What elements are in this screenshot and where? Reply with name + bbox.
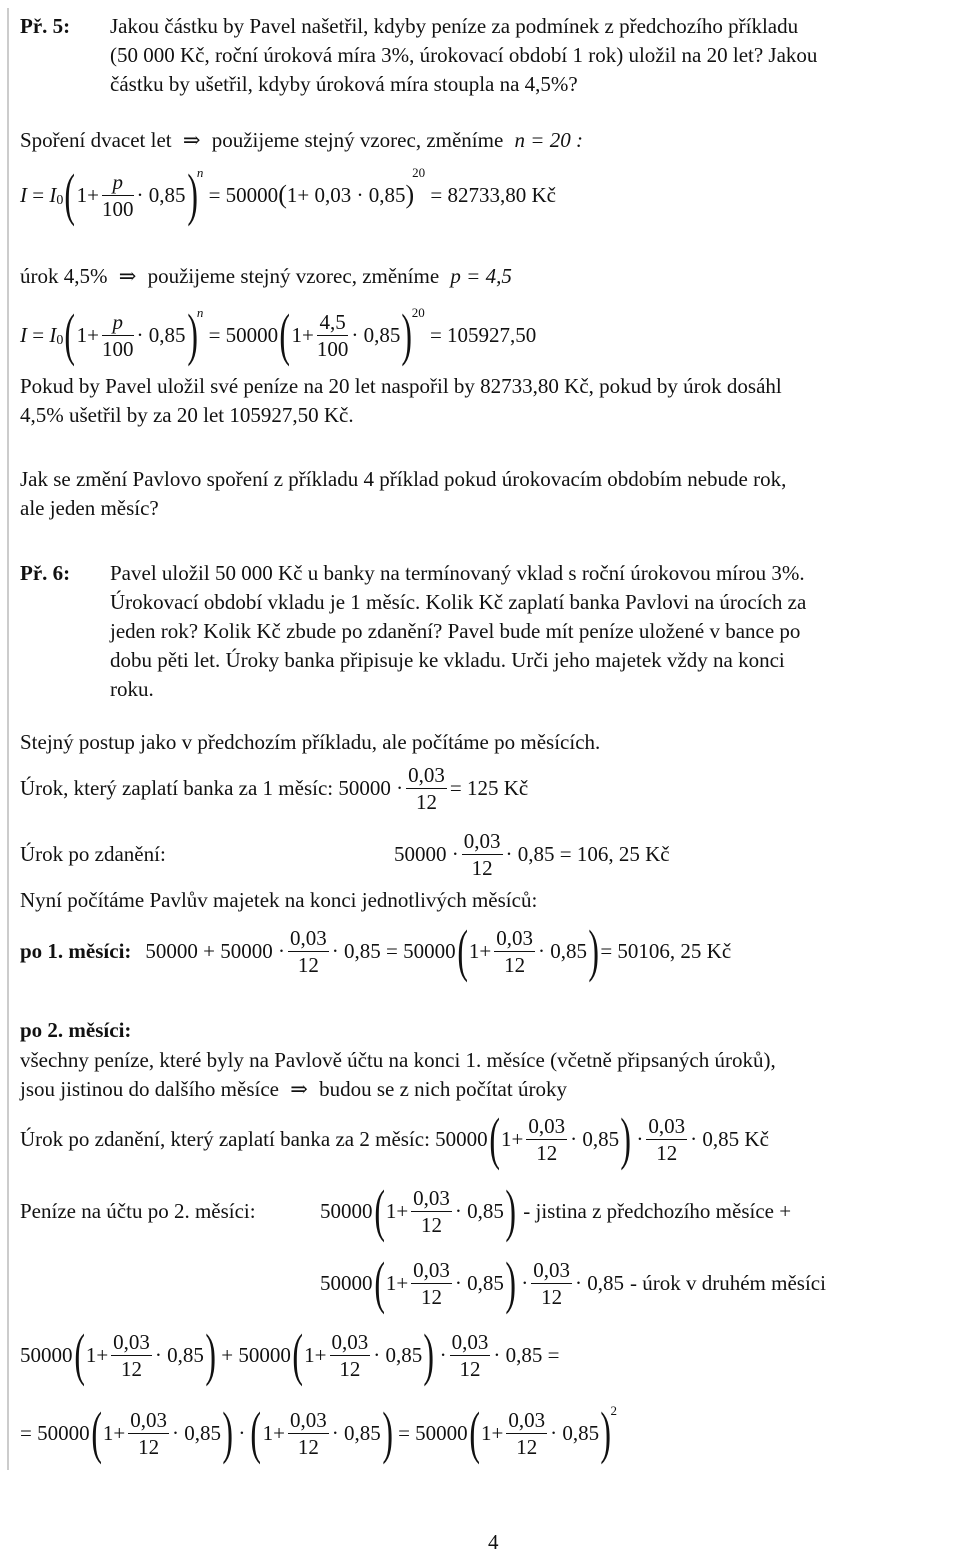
same-method-line: Stejný postup jako v předchozím příkladu, ale počítáme po měsících.: [20, 730, 601, 754]
account-month-2: Peníze na účtu po 2. měsíci: 50000 ( 1+ $\frac{0,03}{12}$ · 0,85 ) - jistina z předchozího měsíce +: [20, 1178, 792, 1243]
month-1-line: po 1. měsíci: 50000 + 50000 · $\frac{0,03}{12}$ · 0,85 = 50000 ( 1+ $\frac{0,03}{12}$ · 0,85 ) = 50106, 25 Kč: [20, 918, 732, 983]
question: Jak se změní Pavlovo spoření z příkladu 4 příklad pokud úrokovacím obdobím nebude rok, ale jeden měsíc?: [20, 467, 787, 520]
variable-n: n = 20 :: [514, 128, 583, 152]
interest-month-2-line: 50000 ( 1+ $\frac{0,03}{12}$ · 0,85 ) · $\frac{0,03}{12}$ · 0,85 - úrok v druhém měsíci: [320, 1250, 826, 1315]
task-line: částku by ušetřil, kdyby úroková míra stoupla na 4,5%?: [110, 72, 578, 96]
example-6-label: Př. 6:: [20, 561, 71, 585]
example-5-task: [110, 12, 817, 99]
twenty-years-line: Spoření dvacet let ⇒ použijeme stejný vzorec, změníme n = 20 :: [20, 128, 583, 152]
margin-bar: [7, 8, 9, 1470]
sum-line: 50000 ( 1+ $\frac{0,03}{12}$ · 0,85 ) + 50000 ( 1+ $\frac{0,03}{12}$ · 0,85 ) · $\frac{0,03}{12}$ · 0,85 =: [20, 1322, 560, 1387]
left-paren: (: [64, 162, 76, 227]
implies-arrow-icon: ⇒: [118, 264, 137, 288]
implies-arrow-icon: ⇒: [290, 1077, 308, 1101]
example-6-task: Pavel uložil 50 000 Kč u banky na termínovaný vklad s roční úrokovou mírou 3%. Úrokovací období vkladu je 1 měsíc. Kolik Kč zaplatí banka Pavlovi na úrocích za jeden rok? Kolik Kč zbude po zdanění? Pavel bude mít peníze uložené v bance po dobu pěti let. Úroky banka připisuje ke vkladu. Urči jeho majetek vždy na konci roku.: [110, 561, 807, 701]
taxed-interest-line: Úrok po zdanění: 50000 · $\frac{0,03}{12}$ · 0,85 = 106, 25 Kč: [20, 828, 670, 880]
conclusion: Pokud by Pavel uložil své peníze na 20 let naspořil by 82733,80 Kč, pokud by úrok dosáhl 4,5% ušetřil by za 20 let 105927,50 Kč.: [20, 374, 782, 427]
variable-p: p = 4,5: [450, 264, 512, 288]
month-2-label: po 2. měsíci:: [20, 1018, 132, 1042]
fraction-p-100: $\frac{p}{100}$: [102, 169, 134, 221]
task-line: Jakou částku by Pavel našetřil, kdyby peníze za podmínek z předchozího příkladu: [110, 14, 799, 38]
month-2-text: všechny peníze, které byly na Pavlově účtu na konci 1. měsíce (včetně připsaných úroků), jsou jistinou do dalšího měsíce ⇒ budou se z nich počítat úroky: [20, 1048, 776, 1101]
page-number: 4: [488, 1530, 499, 1554]
taxed-interest-month-2: Úrok po zdanění, který zaplatí banka za 2 měsíc: 50000 ( 1+ $\frac{0,03}{12}$ · 0,85 ) · $\frac{0,03}{12}$ · 0,85 Kč: [20, 1106, 769, 1171]
example-5-label: Př. 5:: [20, 14, 71, 38]
formula-2: I = I 0 ( 1+ $\frac{p}{100}$ · 0,85 ) n = 50000 ( 1+ $\frac{4,5}{100}$ · 0,85 ) 20 = 105927,50: [20, 302, 537, 367]
right-paren: ): [186, 162, 198, 227]
rate-45-line: úrok 4,5% ⇒ použijeme stejný vzorec, změníme p = 4,5: [20, 264, 512, 288]
now-line: Nyní počítáme Pavlův majetek na konci jednotlivých měsíců:: [20, 888, 538, 912]
task-line: (50 000 Kč, roční úroková míra 3%, úrokovací období 1 rok) uložil na 20 let? Jakou: [110, 43, 818, 67]
final-line: = 50000 ( 1+ $\frac{0,03}{12}$ · 0,85 ) · ( 1+ $\frac{0,03}{12}$ · 0,85 ) = 50000 ( 1+ $\frac{0,03}{12}$ · 0,85 ) 2: [20, 1400, 617, 1465]
monthly-interest-line: Úrok, který zaplatí banka za 1 měsíc: 50000 · $\frac{0,03}{12}$ = 125 Kč: [20, 762, 529, 814]
implies-arrow-icon: ⇒: [182, 128, 201, 152]
formula-1: I = I 0 ( 1+ $\frac{p}{100}$ · 0,85 ) n = 50000 ( 1+ 0,03 · 0,85 ) 20 = 82733,80 Kč: [20, 162, 556, 227]
